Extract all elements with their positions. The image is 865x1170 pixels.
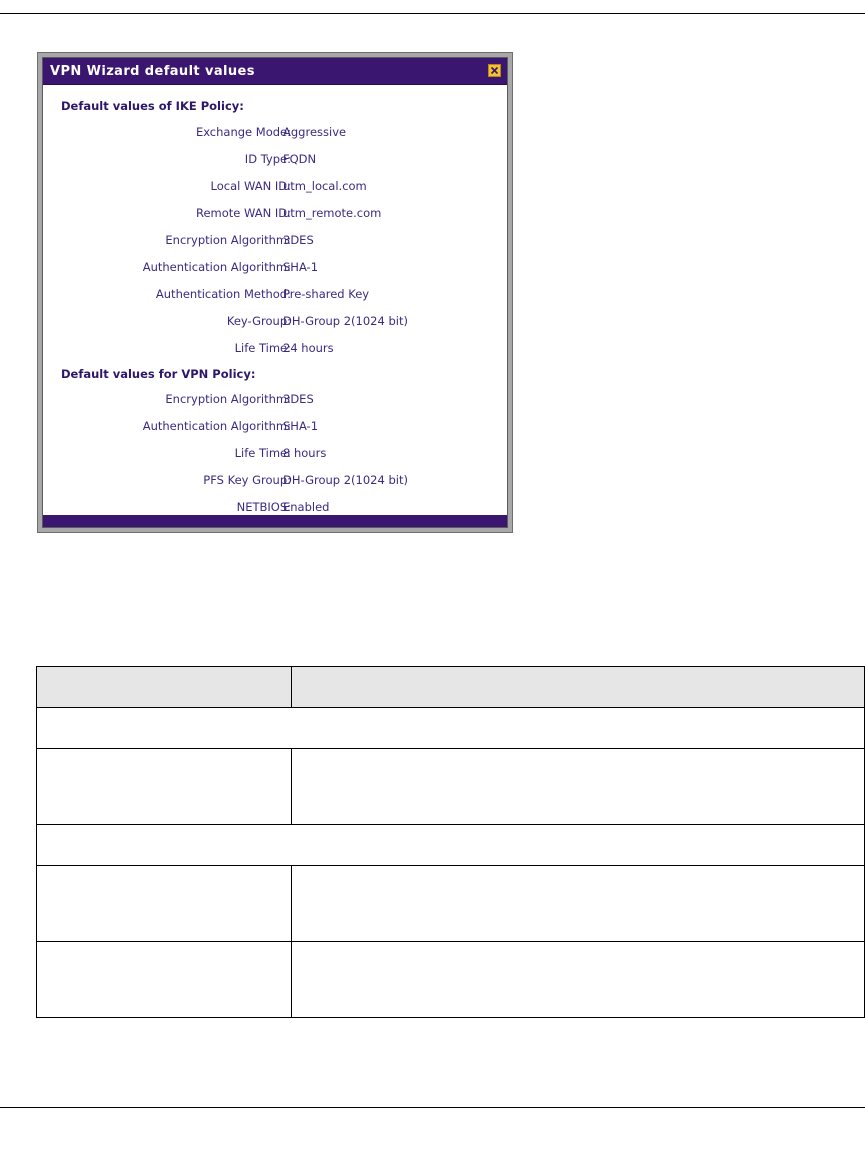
row-value: Enabled (283, 500, 330, 514)
table-section-cell (37, 708, 865, 749)
row-label: Local WAN ID: (210, 179, 291, 193)
row-label: Encryption Algorithm: (165, 233, 291, 247)
row-label: PFS Key Group: (203, 473, 291, 487)
table-header-cell (37, 667, 292, 708)
table-section-row (37, 708, 865, 749)
vpn-row-life-time (43, 446, 507, 462)
table-cell (37, 749, 292, 825)
row-value: SHA-1 (283, 260, 319, 274)
ike-row-exchange-mode (43, 125, 507, 141)
row-value: FQDN (283, 152, 317, 166)
page-header-rule (0, 13, 865, 14)
table-row (37, 749, 865, 825)
row-value: SHA-1 (283, 419, 319, 433)
vpn-row-pfs-key-group (43, 473, 507, 489)
page-footer-rule (0, 1107, 865, 1108)
table-cell (37, 866, 292, 942)
ike-row-life-time (43, 341, 507, 357)
vpn-policy-heading: Default values for VPN Policy: (61, 367, 256, 381)
ike-row-local-wan-id (43, 179, 507, 195)
ike-row-encryption-algorithm (43, 233, 507, 249)
row-label: Encryption Algorithm: (165, 392, 291, 406)
row-value: 3DES (283, 392, 314, 406)
ike-row-id-type (43, 152, 507, 168)
row-label: Remote WAN ID: (195, 206, 291, 220)
table-cell (292, 942, 865, 1018)
table-cell (292, 866, 865, 942)
row-value: utm_local.com (283, 179, 367, 193)
row-value: DH-Group 2(1024 bit) (283, 314, 408, 328)
row-label: NETBIOS: (236, 500, 291, 514)
vpn-row-netbios (43, 500, 507, 516)
window-title-bar (43, 58, 507, 85)
row-value: Pre-shared Key (283, 287, 370, 301)
table-row (37, 942, 865, 1018)
vpn-row-encryption-algorithm (43, 392, 507, 408)
row-label: Exchange Mode: (195, 125, 291, 139)
row-label: Life Time: (234, 446, 291, 460)
window-title: VPN Wizard default values (50, 64, 255, 79)
ike-row-key-group (43, 314, 507, 330)
ike-row-authentication-algorithm (43, 260, 507, 276)
row-label: ID Type: (244, 152, 291, 166)
vpn-wizard-defaults-window (37, 52, 513, 533)
settings-table (36, 666, 865, 1018)
vpn-row-authentication-algorithm (43, 419, 507, 435)
table-section-cell (37, 825, 865, 866)
row-value: 8 hours (283, 446, 327, 460)
table-cell (37, 942, 292, 1018)
row-label: Life Time: (234, 341, 291, 355)
window-frame (42, 57, 508, 528)
table-cell (292, 749, 865, 825)
table-header-row (37, 667, 865, 708)
row-label: Authentication Algorithm: (142, 260, 291, 274)
row-label: Authentication Algorithm: (142, 419, 291, 433)
table-header-cell (292, 667, 865, 708)
window-content (43, 84, 507, 515)
row-label: Key-Group: (226, 314, 291, 328)
table-row (37, 866, 865, 942)
ike-policy-heading: Default values of IKE Policy: (61, 99, 244, 113)
close-icon[interactable] (488, 64, 501, 77)
table-section-row (37, 825, 865, 866)
window-bottom-bar (43, 515, 507, 527)
row-value: Aggressive (283, 125, 347, 139)
ike-row-authentication-method (43, 287, 507, 303)
row-label: Authentication Method: (155, 287, 291, 301)
row-value: utm_remote.com (283, 206, 382, 220)
row-value: 24 hours (283, 341, 334, 355)
row-value: DH-Group 2(1024 bit) (283, 473, 408, 487)
row-value: 3DES (283, 233, 314, 247)
ike-row-remote-wan-id (43, 206, 507, 222)
